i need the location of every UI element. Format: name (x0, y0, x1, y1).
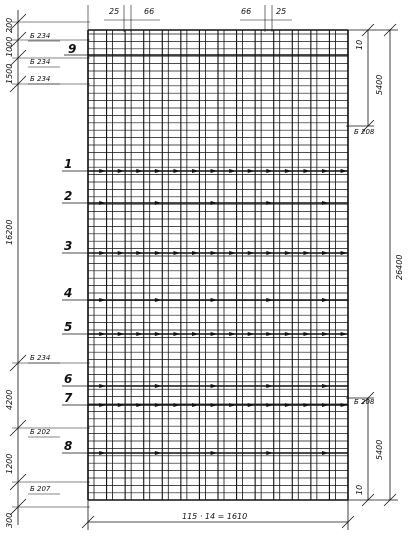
tag-b207: Б 207 (30, 485, 51, 493)
bar-arrow (248, 251, 255, 255)
dim-top-66-left: 66 (144, 7, 155, 16)
dim-top-25-left: 25 (109, 7, 120, 16)
bar-arrow (99, 384, 106, 388)
bar-arrow (192, 403, 199, 407)
bar-arrow (322, 403, 329, 407)
tag-b234-4: Б 234 (30, 354, 51, 362)
dim-bottom-spacing: 115 · 14 = 1610 (182, 512, 248, 521)
bar-arrow (285, 403, 292, 407)
bar-arrow (322, 169, 329, 173)
bar-arrow (322, 298, 329, 302)
left-tag-underlines (28, 41, 60, 494)
dim-26400: 26400 (395, 254, 404, 280)
tag-b208-bottom: Б 208 (354, 398, 375, 406)
row-number-3: 3 (64, 239, 73, 253)
bar-arrow (322, 251, 329, 255)
bar-arrow (285, 169, 292, 173)
bar-arrow (99, 169, 106, 173)
bar-arrow (341, 332, 348, 336)
bar-arrow (211, 451, 218, 455)
bar-arrow (266, 451, 273, 455)
row-number-1: 1 (64, 157, 73, 171)
bar-arrow (303, 332, 310, 336)
bar-arrow (118, 169, 125, 173)
bar-arrow (266, 403, 273, 407)
bar-arrow (99, 451, 106, 455)
bar-arrow (99, 298, 106, 302)
bar-arrow (211, 169, 218, 173)
dim-16200: 16200 (5, 219, 14, 245)
bar-arrow (303, 169, 310, 173)
bar-arrow (229, 169, 236, 173)
bar-arrow (173, 169, 180, 173)
bar-arrow (322, 451, 329, 455)
bar-arrow (322, 332, 329, 336)
bar-arrow (211, 332, 218, 336)
bar-arrow (192, 332, 199, 336)
bar-arrow (266, 384, 273, 388)
dim-5400-top: 5400 (375, 74, 384, 95)
bar-arrow (99, 251, 106, 255)
bar-arrow (248, 169, 255, 173)
dim-10-bottom: 10 (355, 484, 364, 495)
dim-1200: 1200 (5, 453, 14, 474)
left-extension-lines (12, 22, 90, 507)
bar-arrow (155, 332, 162, 336)
bar-arrow (173, 251, 180, 255)
left-dimension-chain (10, 10, 26, 525)
bar-arrow (211, 251, 218, 255)
bar-arrow (136, 169, 143, 173)
dim-1500: 1500 (5, 63, 14, 84)
right-dimension-lines (82, 24, 398, 530)
dim-5400-bottom: 5400 (375, 439, 384, 460)
bar-arrow (155, 451, 162, 455)
tag-b234-3: Б 234 (30, 75, 51, 83)
bar-arrow (266, 332, 273, 336)
bar-arrow (99, 332, 106, 336)
row-number-6: 6 (64, 372, 73, 386)
bar-arrow (229, 403, 236, 407)
dim-300: 300 (5, 512, 14, 528)
bar-arrow (303, 251, 310, 255)
bar-arrow (211, 384, 218, 388)
bar-arrow (341, 403, 348, 407)
bar-arrow (192, 169, 199, 173)
bar-arrow (303, 403, 310, 407)
bar-arrow (266, 298, 273, 302)
bar-arrow (155, 403, 162, 407)
bar-arrow (248, 403, 255, 407)
bar-arrow (341, 169, 348, 173)
bar-arrow (229, 332, 236, 336)
dim-top-25-right: 25 (276, 7, 287, 16)
bar-arrow (211, 403, 218, 407)
row-number-2: 2 (64, 189, 73, 203)
bar-arrow (118, 403, 125, 407)
dim-10-top: 10 (355, 39, 364, 50)
bar-arrow (136, 403, 143, 407)
bar-arrow (248, 332, 255, 336)
bar-arrow (285, 251, 292, 255)
dim-top-66-right: 66 (241, 7, 252, 16)
row-number-9: 9 (68, 42, 77, 56)
bar-arrow (118, 332, 125, 336)
bar-arrow (155, 169, 162, 173)
bar-arrow (155, 251, 162, 255)
bar-arrow (173, 332, 180, 336)
tag-b234-2: Б 234 (30, 58, 51, 66)
bar-arrow (136, 332, 143, 336)
bar-arrow (155, 384, 162, 388)
row-number-8: 8 (64, 439, 73, 453)
bar-arrow (173, 403, 180, 407)
bar-arrow (341, 251, 348, 255)
bar-arrow (192, 251, 199, 255)
dim-4200: 4200 (5, 389, 14, 410)
bar-arrow (266, 169, 273, 173)
bar-arrow (322, 384, 329, 388)
reinforcement-grid (88, 30, 348, 500)
tag-b202: Б 202 (30, 428, 51, 436)
row-number-7: 7 (64, 391, 73, 405)
bar-arrow (211, 298, 218, 302)
row-number-5: 5 (64, 320, 73, 334)
bar-arrow (99, 403, 106, 407)
bar-arrow (118, 251, 125, 255)
bar-arrow (155, 298, 162, 302)
dim-200: 200 (5, 17, 14, 33)
bar-arrow (136, 251, 143, 255)
dim-1000: 1000 (5, 36, 14, 57)
row-number-4: 4 (64, 286, 73, 300)
bar-arrow (285, 332, 292, 336)
tag-b234-1: Б 234 (30, 32, 51, 40)
tag-b208-top: Б 208 (354, 128, 375, 136)
bar-arrow (229, 251, 236, 255)
bar-arrow (266, 251, 273, 255)
